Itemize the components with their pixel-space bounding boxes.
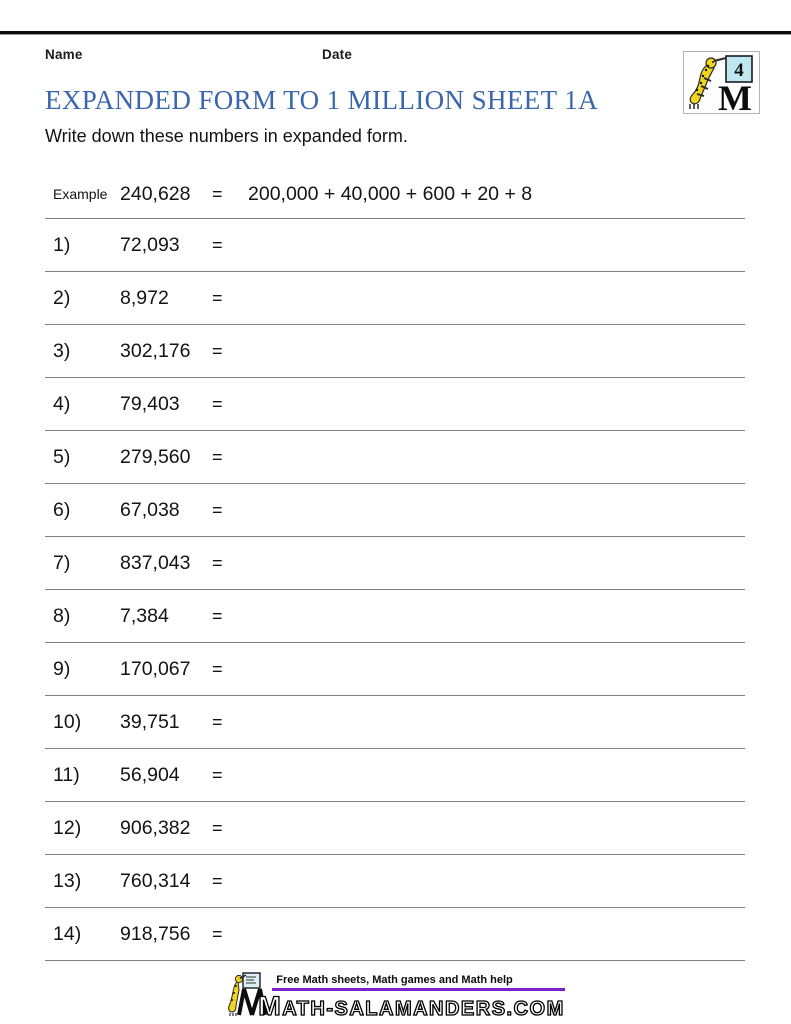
problem-number: 906,382	[120, 816, 191, 839]
footer-site-name: MATH-SALAMANDERS.COM	[258, 991, 565, 1021]
problem-number: 760,314	[120, 869, 191, 892]
problem-number: 8,972	[120, 286, 169, 309]
problem-number: 72,093	[120, 233, 180, 256]
equals-sign: =	[212, 340, 223, 361]
problem-row	[45, 431, 745, 484]
example-expansion: 200,000 + 40,000 + 600 + 20 + 8	[248, 182, 533, 205]
problem-index: 4)	[53, 392, 71, 415]
problem-index: 14)	[53, 922, 82, 945]
footer-brand	[0, 971, 791, 1022]
equals-sign: =	[212, 817, 223, 838]
top-border-rule	[0, 31, 791, 35]
problem-number: 279,560	[120, 445, 191, 468]
page-title: EXPANDED FORM TO 1 MILLION SHEET 1A	[45, 85, 599, 115]
salamander-logo-icon	[684, 52, 759, 113]
problem-index: 6)	[53, 498, 71, 521]
problem-row	[45, 802, 745, 855]
problem-number: 837,043	[120, 551, 191, 574]
equals-sign: =	[212, 393, 223, 414]
problem-number: 39,751	[120, 710, 180, 733]
problem-index: 1)	[53, 233, 71, 256]
problem-row	[45, 219, 745, 272]
problem-row	[45, 908, 745, 961]
problem-row	[45, 749, 745, 802]
instructions-text: Write down these numbers in expanded form.	[45, 126, 408, 146]
problem-index: 10)	[53, 710, 82, 733]
problem-index: 13)	[53, 869, 82, 892]
equals-sign: =	[212, 923, 223, 944]
m-letter-text: M	[718, 78, 752, 113]
problem-row	[45, 272, 745, 325]
problem-number: 79,403	[120, 392, 180, 415]
equals-sign: =	[212, 499, 223, 520]
problem-row	[45, 378, 745, 431]
equals-sign: =	[212, 287, 223, 308]
problem-number: 918,756	[120, 922, 191, 945]
equals-sign: =	[212, 870, 223, 891]
problem-row	[45, 696, 745, 749]
name-field-label: Name	[45, 47, 83, 62]
problem-index: 7)	[53, 551, 71, 574]
math-salamanders-badge	[683, 51, 760, 114]
problem-index: 5)	[53, 445, 71, 468]
footer-tagline: Free Math sheets, Math games and Math help	[272, 971, 565, 991]
problem-number: 302,176	[120, 339, 191, 362]
problem-row	[45, 537, 745, 590]
equals-sign: =	[212, 234, 223, 255]
problem-number: 56,904	[120, 763, 180, 786]
problem-index: 9)	[53, 657, 71, 680]
card-number-text: 4	[734, 60, 744, 81]
equals-sign: =	[212, 446, 223, 467]
problem-index: 3)	[53, 339, 71, 362]
example-number: 240,628	[120, 182, 191, 205]
problem-row	[45, 590, 745, 643]
problem-index: 2)	[53, 286, 71, 309]
equals-sign: =	[212, 183, 223, 204]
equals-sign: =	[212, 764, 223, 785]
equals-sign: =	[212, 552, 223, 573]
problem-row	[45, 643, 745, 696]
problem-index: 11)	[53, 763, 80, 786]
problems-list	[45, 170, 745, 961]
equals-sign: =	[212, 605, 223, 626]
problem-row	[45, 325, 745, 378]
equals-sign: =	[212, 658, 223, 679]
date-field-label: Date	[322, 47, 353, 62]
problem-index: 8)	[53, 604, 71, 627]
problem-number: 7,384	[120, 604, 169, 627]
equals-sign: =	[212, 711, 223, 732]
problem-number: 170,067	[120, 657, 191, 680]
example-row	[45, 170, 745, 219]
example-label: Example	[53, 186, 108, 202]
problem-row	[45, 855, 745, 908]
problem-index: 12)	[53, 816, 82, 839]
problem-row	[45, 484, 745, 537]
problem-number: 67,038	[120, 498, 180, 521]
